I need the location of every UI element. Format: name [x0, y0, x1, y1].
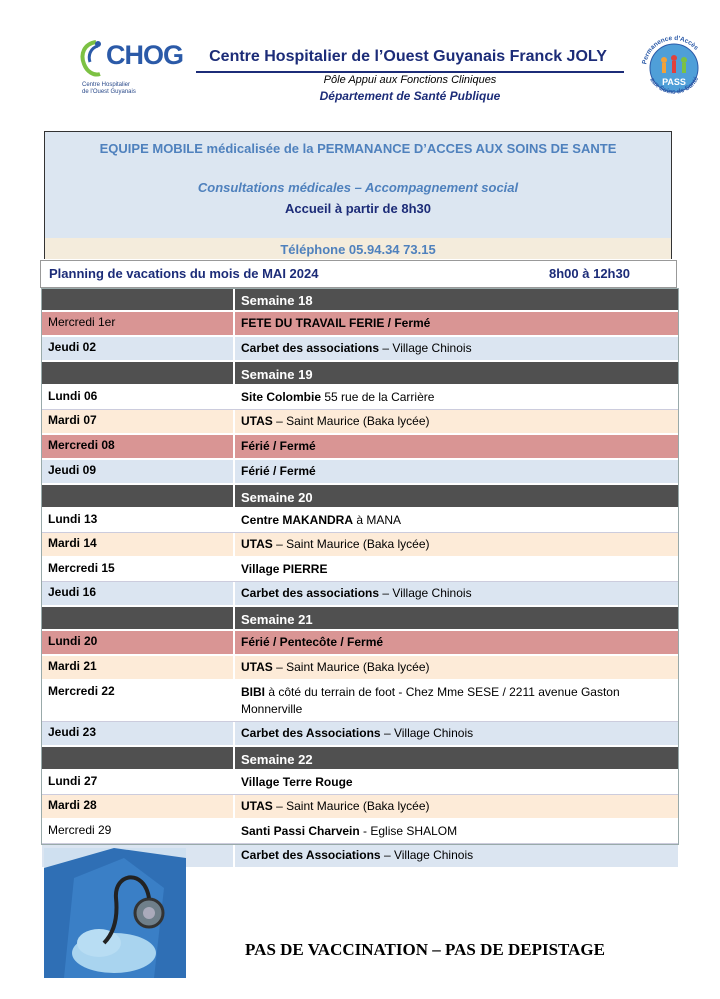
location-detail: à MANA — [353, 513, 402, 527]
schedule-row — [42, 410, 678, 435]
title-underline — [196, 71, 624, 73]
department-subtitle: Département de Santé Publique — [319, 89, 501, 103]
phone-number: Téléphone 05.94.34 73.15 — [45, 238, 671, 259]
week-header-spacer — [42, 747, 235, 769]
chog-logo — [76, 38, 183, 106]
schedule-day: Mardi 14 — [42, 533, 235, 556]
schedule-day: Mercredi 1er — [42, 312, 235, 335]
schedule-location — [235, 771, 678, 794]
week-label: Semaine 19 — [235, 362, 678, 384]
schedule-location — [235, 558, 678, 581]
schedule-location — [235, 631, 678, 654]
hospital-title: Centre Hospitalier de l’Ouest Guyanais Franck JOLY — [209, 48, 607, 65]
pass-logo-bottom: aux Soins de Santé — [648, 75, 701, 96]
schedule-day: Lundi 20 — [42, 631, 235, 654]
schedule-day: Mercredi 22 — [42, 681, 235, 721]
location-name: Carbet des associations — [241, 586, 380, 600]
schedule-row — [42, 722, 678, 747]
location-name: UTAS — [241, 799, 273, 813]
location-name: Carbet des associations — [241, 341, 380, 355]
pole-subtitle: Pôle Appui aux Fonctions Cliniques — [323, 74, 497, 86]
location-name: Village Terre Rouge — [241, 775, 353, 789]
location-name: BIBI — [241, 685, 265, 699]
team-description — [45, 140, 671, 157]
location-name: Carbet des Associations — [241, 848, 381, 862]
schedule-row — [42, 631, 678, 656]
location-detail: – Saint Maurice (Baka lycée) — [272, 660, 430, 674]
location-name: UTAS — [241, 537, 273, 551]
chog-logo-mark-icon — [76, 38, 110, 82]
schedule-location — [235, 312, 678, 335]
location-name: FETE DU TRAVAIL FERIE / Fermé — [241, 316, 431, 330]
week-label: Semaine 18 — [235, 288, 678, 310]
location-detail: – Saint Maurice (Baka lycée) — [272, 414, 430, 428]
pass-logo-mid: PASS — [662, 77, 686, 87]
schedule-day: Mercredi 15 — [42, 558, 235, 581]
week-label: Semaine 20 — [235, 485, 678, 507]
pass-logo — [636, 30, 712, 106]
schedule-location — [235, 844, 678, 867]
location-name: UTAS — [241, 660, 273, 674]
location-name: Centre MAKANDRA — [241, 513, 354, 527]
chog-logo-line1: Centre Hospitalier — [82, 82, 131, 88]
location-detail: – Saint Maurice (Baka lycée) — [272, 537, 430, 551]
schedule-location — [235, 435, 678, 458]
schedule-day: Lundi 06 — [42, 386, 235, 409]
schedule-location — [235, 337, 678, 360]
location-name: Santi Passi Charvein — [241, 824, 360, 838]
planning-title: Planning de vacations du mois de MAI 2024 — [49, 266, 319, 281]
schedule-day: Lundi 27 — [42, 771, 235, 794]
schedule-location — [235, 582, 678, 605]
schedule-row — [42, 460, 678, 485]
location-name: Carbet des Associations — [241, 726, 381, 740]
location-detail: – Village Chinois — [380, 848, 474, 862]
week-header-spacer — [42, 288, 235, 310]
schedule-row — [42, 656, 678, 681]
week-header-spacer — [42, 485, 235, 507]
week-header-row — [42, 288, 678, 312]
week-header-row — [42, 485, 678, 509]
schedule-day: Mardi 28 — [42, 795, 235, 818]
location-name: UTAS — [241, 414, 273, 428]
schedule-day: Lundi 13 — [42, 509, 235, 532]
schedule-location — [235, 820, 678, 843]
consultation-line: Consultations médicales – Accompagnement social — [197, 180, 519, 195]
vaccination-notice: PAS DE VACCINATION – PAS DE DEPISTAGE — [245, 940, 605, 959]
location-name: Site Colombie — [241, 390, 322, 404]
schedule-location — [235, 656, 678, 679]
schedule-location — [235, 795, 678, 818]
chog-logo-caption — [82, 82, 136, 96]
week-header-row — [42, 747, 678, 771]
schedule-row — [42, 681, 678, 722]
schedule-location — [235, 410, 678, 433]
stethoscope-illustration-icon — [44, 848, 186, 978]
schedule-location — [235, 460, 678, 483]
doctor-stethoscope-image — [44, 848, 186, 978]
location-name: Village PIERRE — [241, 562, 328, 576]
schedule-day: Jeudi 09 — [42, 460, 235, 483]
info-box — [44, 131, 672, 259]
location-name: Férié / Fermé — [241, 439, 316, 453]
week-label: Semaine 22 — [235, 747, 678, 769]
week-header-row — [42, 607, 678, 631]
location-detail: – Village Chinois — [379, 341, 472, 355]
pass-logo-icon — [636, 30, 712, 106]
schedule-row — [42, 558, 678, 582]
location-detail: – Village Chinois — [380, 726, 474, 740]
schedule-row — [42, 386, 678, 410]
schedule-day: Jeudi 23 — [42, 722, 235, 745]
schedule-location — [235, 533, 678, 556]
planning-header — [40, 260, 677, 288]
location-detail: 55 rue de la Carrière — [321, 390, 435, 404]
location-name: Férié / Pentecôte / Fermé — [241, 635, 384, 649]
schedule-row — [42, 337, 678, 362]
week-label: Semaine 21 — [235, 607, 678, 629]
schedule-location — [235, 722, 678, 745]
schedule-row — [42, 795, 678, 820]
schedule-row — [42, 771, 678, 795]
team-description-text: EQUIPE MOBILE médicalisée de la PERMANANCE D’ACCES AUX SOINS DE SANTE — [99, 141, 617, 156]
location-detail: - Eglise SHALOM — [359, 824, 458, 838]
schedule-day: Mardi 07 — [42, 410, 235, 433]
schedule-row — [42, 312, 678, 337]
schedule-day: Jeudi 02 — [42, 337, 235, 360]
schedule-day: Mercredi 08 — [42, 435, 235, 458]
location-detail: – Saint Maurice (Baka lycée) — [272, 799, 430, 813]
location-detail: – Village Chinois — [379, 586, 472, 600]
location-name: Férié / Fermé — [241, 464, 316, 478]
schedule-day: Mardi 21 — [42, 656, 235, 679]
schedule-location — [235, 509, 678, 532]
schedule-row — [42, 435, 678, 460]
week-header-spacer — [42, 362, 235, 384]
schedule-day: Jeudi 16 — [42, 582, 235, 605]
schedule-location — [235, 386, 678, 409]
chog-logo-line2: de l'Ouest Guyanais — [82, 89, 136, 95]
schedule-row — [42, 509, 678, 533]
week-header-spacer — [42, 607, 235, 629]
schedule-row — [42, 533, 678, 558]
location-detail: à côté du terrain de foot - Chez Mme SESE / 2211 avenue Gaston Monnerville — [241, 685, 620, 716]
welcome-time: Accueil à partir de 8h30 — [285, 201, 431, 216]
chog-logo-word: CHOG — [106, 40, 183, 70]
week-header-row — [42, 362, 678, 386]
schedule-row — [42, 582, 678, 607]
planning-hours: 8h00 à 12h30 — [549, 266, 630, 281]
schedule-location — [235, 681, 678, 721]
pass-logo-top: Permanence d'Accès — [641, 34, 700, 65]
schedule-table — [42, 288, 678, 869]
schedule-day: Mercredi 29 — [42, 820, 235, 843]
schedule-row — [42, 820, 678, 844]
